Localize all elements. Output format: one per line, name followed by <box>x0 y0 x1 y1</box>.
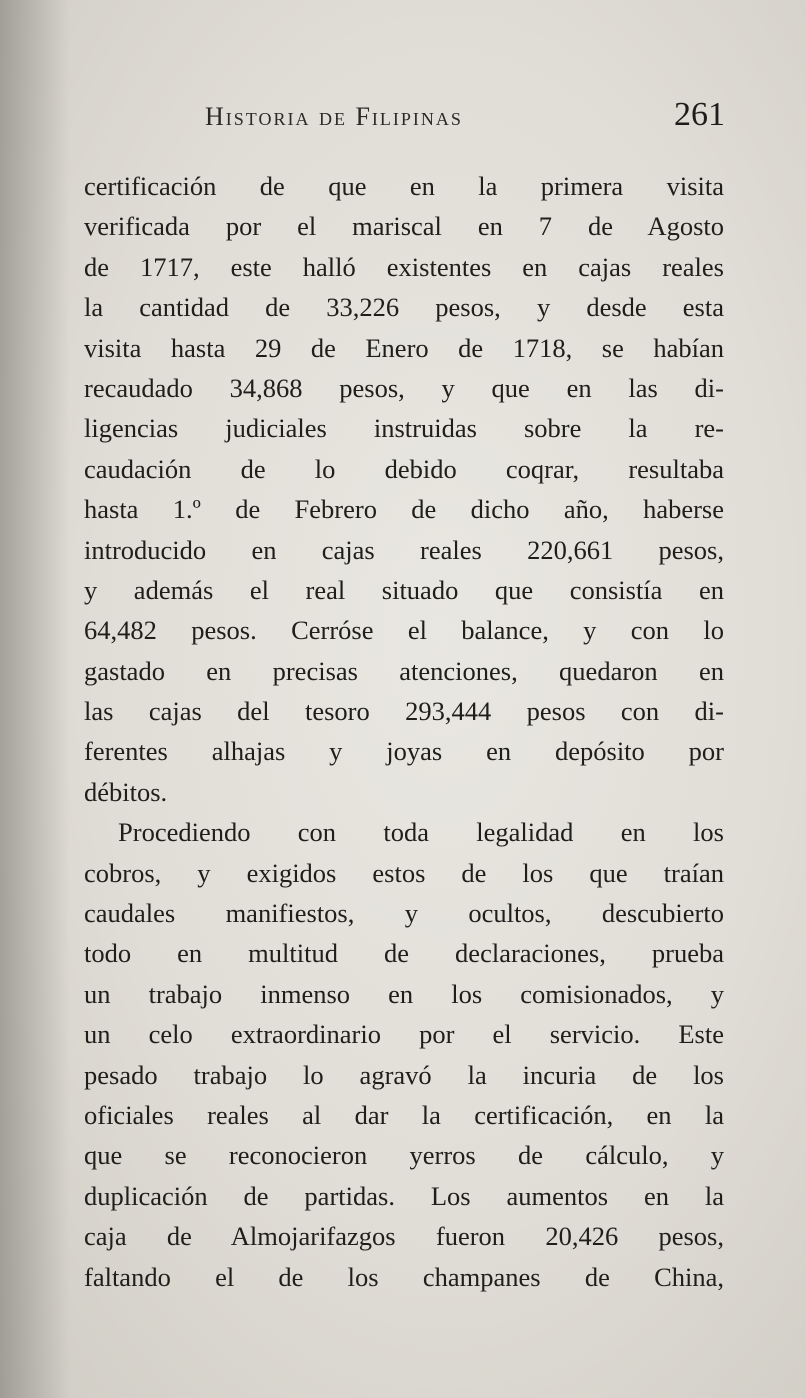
text-line: un celo extraordinario por el servicio. Este <box>84 1019 724 1050</box>
page-header <box>205 96 725 146</box>
text-line: verificada por el mariscal en 7 de Agosto <box>84 211 724 242</box>
text-line: hasta 1.º de Febrero de dicho año, haberse <box>84 494 724 525</box>
text-line: recaudado 34,868 pesos, y que en las di- <box>84 372 724 403</box>
text-line: ligencias judiciales instruidas sobre la re- <box>84 413 724 444</box>
text-line: que se reconocieron yerros de cálculo, y <box>84 1140 724 1171</box>
text-line: oficiales reales al dar la certificación, en la <box>84 1099 724 1130</box>
text-line: un trabajo inmenso en los comisionados, y <box>84 978 724 1009</box>
text-line: introducido en cajas reales 220,661 pesos, <box>84 534 724 565</box>
text-line: la cantidad de 33,226 pesos, y desde esta <box>84 292 724 323</box>
text-line: débitos. <box>84 776 168 807</box>
text-line: duplicación de partidas. Los aumentos en la <box>84 1180 724 1211</box>
text-line: caja de Almojarifazgos fueron 20,426 pesos, <box>84 1221 724 1252</box>
text-line: de 1717, este halló existentes en cajas reales <box>84 251 724 282</box>
text-line: certificación de que en la primera visita <box>84 171 724 201</box>
page-number: 261 <box>674 96 725 133</box>
text-line: ferentes alhajas y joyas en depósito por <box>84 736 724 767</box>
text-line: y además el real situado que consistía en <box>84 574 724 605</box>
text-line: Procediendo con toda legalidad en los <box>118 817 724 848</box>
text-line: caudales manifiestos, y ocultos, descubierto <box>84 898 724 929</box>
body-text <box>84 166 724 1297</box>
text-line: visita hasta 29 de Enero de 1718, se habían <box>84 332 724 363</box>
text-line: faltando el de los champanes de China, <box>84 1261 724 1292</box>
text-line: pesado trabajo lo agravó la incuria de los <box>84 1059 724 1090</box>
text-line: las cajas del tesoro 293,444 pesos con di- <box>84 696 724 727</box>
running-title: Historia de Filipinas <box>205 102 463 131</box>
text-line: caudación de lo debido coqrar, resultaba <box>84 453 724 484</box>
text-line: 64,482 pesos. Cerróse el balance, y con lo <box>84 615 724 646</box>
text-line: gastado en precisas atenciones, quedaron en <box>84 655 724 686</box>
text-line: cobros, y exigidos estos de los que traían <box>84 857 724 888</box>
text-line: todo en multitud de declaraciones, prueba <box>84 938 724 969</box>
page-edge-shadow <box>0 0 70 1398</box>
